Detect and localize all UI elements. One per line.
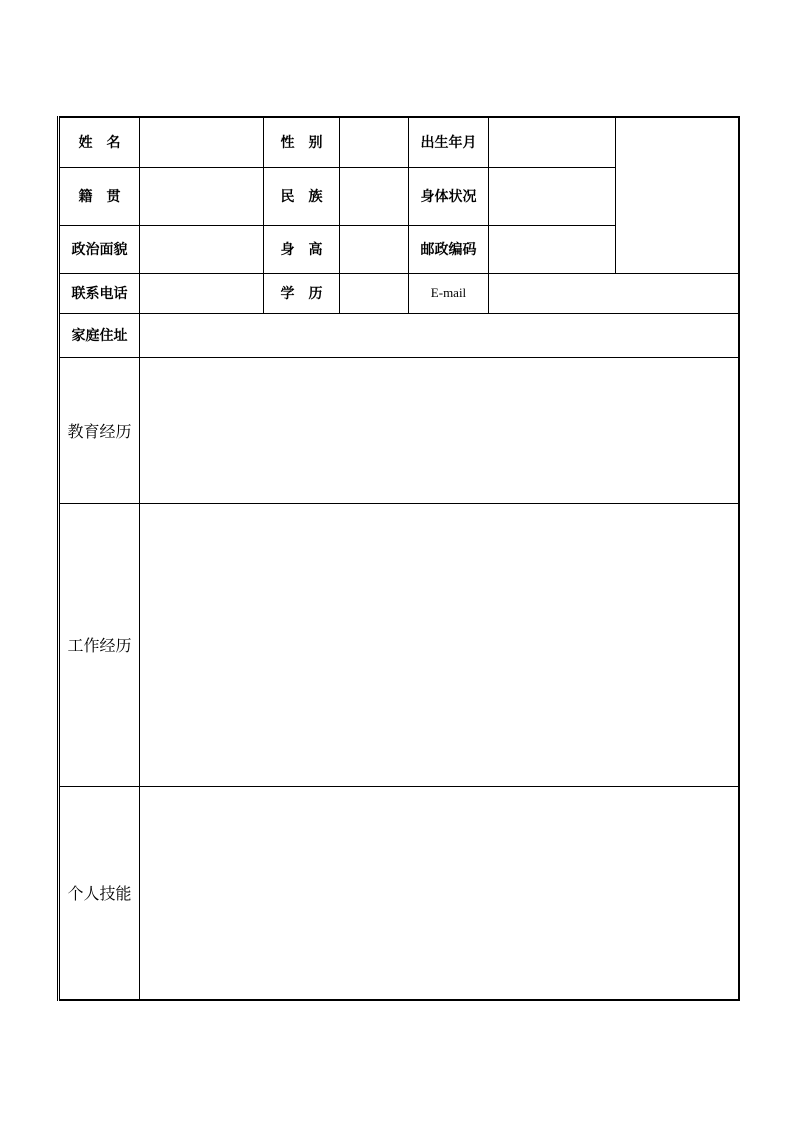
postal-code-label: 邮政编码 bbox=[409, 225, 489, 273]
resume-form-table bbox=[57, 116, 740, 1001]
name-label: 姓 名 bbox=[59, 117, 140, 167]
health-label: 身体状况 bbox=[409, 167, 489, 225]
ethnicity-label: 民 族 bbox=[264, 167, 340, 225]
education-label: 教育经历 bbox=[59, 357, 140, 503]
birth-date-value[interactable] bbox=[489, 117, 616, 167]
email-value[interactable] bbox=[489, 273, 739, 313]
native-place-label: 籍 贯 bbox=[59, 167, 140, 225]
height-label: 身 高 bbox=[264, 225, 340, 273]
ethnicity-value[interactable] bbox=[340, 167, 409, 225]
work-experience-value[interactable] bbox=[140, 503, 739, 786]
birth-date-label: 出生年月 bbox=[409, 117, 489, 167]
political-status-value[interactable] bbox=[140, 225, 264, 273]
work-experience-label: 工作经历 bbox=[59, 503, 140, 786]
photo-box[interactable] bbox=[616, 117, 739, 273]
gender-value[interactable] bbox=[340, 117, 409, 167]
political-status-label: 政治面貌 bbox=[59, 225, 140, 273]
email-label: E-mail bbox=[409, 273, 489, 313]
skills-label: 个人技能 bbox=[59, 786, 140, 1000]
address-label: 家庭住址 bbox=[59, 313, 140, 357]
height-value[interactable] bbox=[340, 225, 409, 273]
phone-label: 联系电话 bbox=[59, 273, 140, 313]
name-value[interactable] bbox=[140, 117, 264, 167]
degree-label: 学 历 bbox=[264, 273, 340, 313]
native-place-value[interactable] bbox=[140, 167, 264, 225]
address-value[interactable] bbox=[140, 313, 739, 357]
phone-value[interactable] bbox=[140, 273, 264, 313]
education-value[interactable] bbox=[140, 357, 739, 503]
gender-label: 性 别 bbox=[264, 117, 340, 167]
degree-value[interactable] bbox=[340, 273, 409, 313]
postal-code-value[interactable] bbox=[489, 225, 616, 273]
health-value[interactable] bbox=[489, 167, 616, 225]
skills-value[interactable] bbox=[140, 786, 739, 1000]
